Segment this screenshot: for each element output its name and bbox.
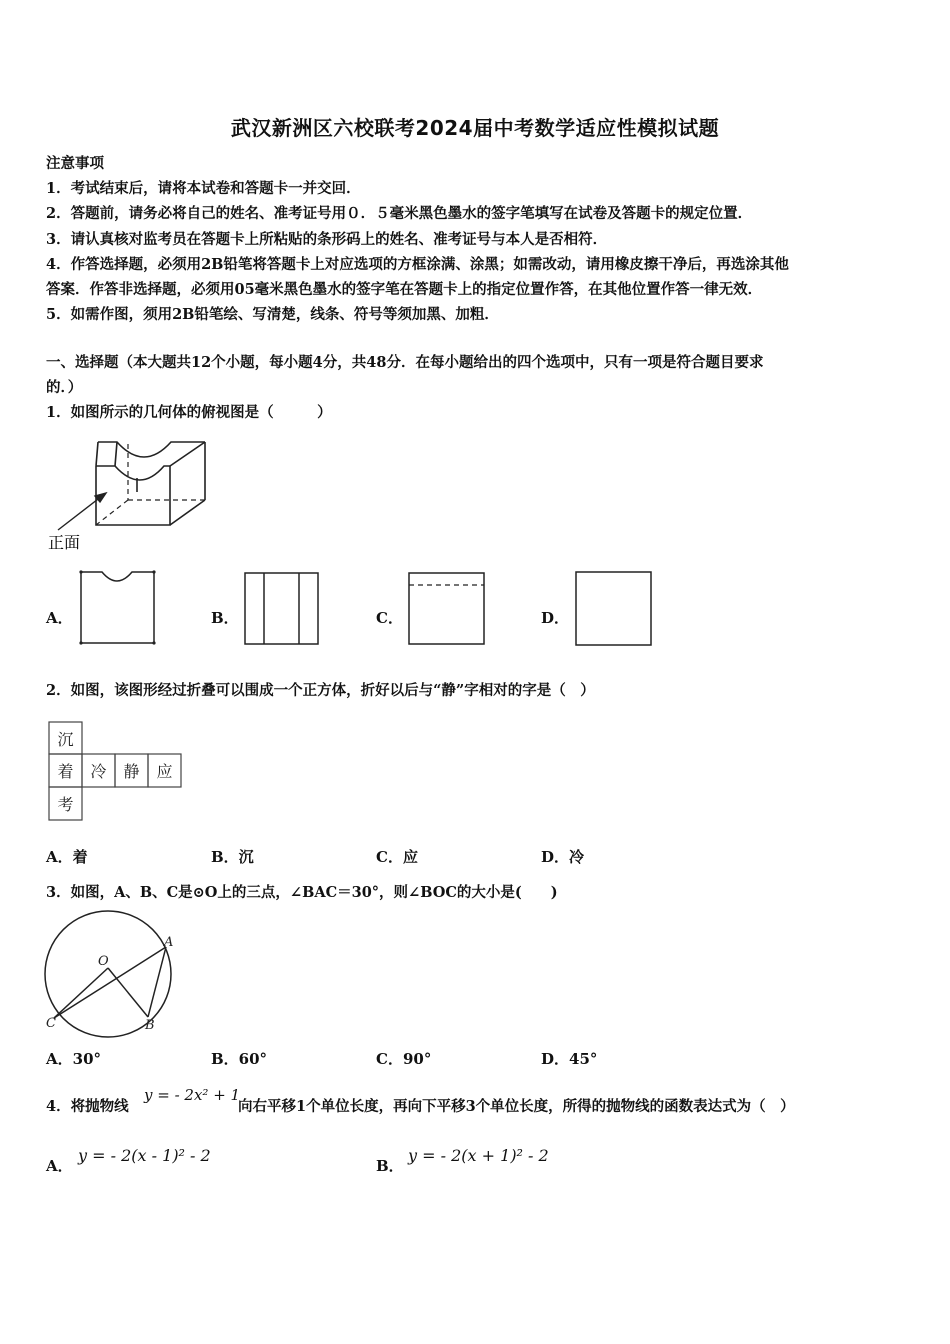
q1-solid-figure	[40, 430, 220, 560]
q4-option-b-expr: y = - 2(x + 1)² - 2	[408, 1146, 549, 1165]
q1-option-c-figure	[406, 570, 488, 648]
notice-item: 4．作答选择题，必须用2B铅笔将答题卡上对应选项的方框涂满、涂黑；如需改动，请用橡皮擦干净后，再选涂其他	[46, 256, 789, 273]
net-cell: 沉	[57, 730, 74, 749]
q2-option-d[interactable]: D．冷	[541, 848, 585, 866]
q4-stem-pre: 4．将抛物线	[46, 1098, 129, 1115]
q1-option-b-figure	[242, 570, 322, 648]
q4-option-a[interactable]: A．	[46, 1157, 73, 1175]
net-cell: 静	[123, 762, 140, 781]
point-label-a: A	[164, 935, 174, 950]
notice-item: 1．考试结束后，请将本试卷和答题卡一并交回．	[46, 180, 361, 197]
q3-option-c[interactable]: C．90°	[376, 1050, 432, 1068]
net-cell: 考	[57, 795, 74, 814]
notice-heading: 注意事项	[46, 155, 104, 172]
page-title: 武汉新洲区六校联考2024届中考数学适应性模拟试题	[230, 116, 720, 140]
net-cell: 冷	[90, 762, 107, 781]
q3-circle-figure	[40, 910, 180, 1035]
q1-option-a-figure	[78, 568, 158, 648]
q4-stem-post: 向右平移1个单位长度，再向下平移3个单位长度，所得的抛物线的函数表达式为（ ）	[238, 1098, 795, 1115]
q3-option-d[interactable]: D．45°	[541, 1050, 598, 1068]
q2-option-b[interactable]: B．沉	[211, 848, 254, 866]
q3-option-b[interactable]: B．60°	[211, 1050, 268, 1068]
notice-item: 2．答题前，请务必将自己的姓名、准考证号用０．５毫米黑色墨水的签字笔填写在试卷及答题卡的规定位置．	[46, 205, 753, 222]
point-label-c: C	[46, 1016, 56, 1031]
notice-item: 5．如需作图，须用2B铅笔绘、写清楚，线条、符号等须加黑、加粗．	[46, 306, 499, 323]
q4-formula: y = - 2x² + 1	[144, 1086, 241, 1104]
q1-option-d-figure	[573, 569, 655, 649]
front-label: 正面	[48, 533, 81, 552]
q4-option-a-expr: y = - 2(x - 1)² - 2	[78, 1146, 211, 1165]
q1-option-d[interactable]: D．	[541, 609, 570, 627]
point-label-b: B	[145, 1018, 155, 1033]
section-heading-line2: 的．）	[46, 379, 83, 396]
notice-item: 答案．作答非选择题，必须用05毫米黑色墨水的签字笔在答题卡上的指定位置作答，在其他位置作答一律无效．	[46, 281, 763, 298]
net-cell: 着	[57, 762, 74, 781]
section-heading-line1: 一、选择题（本大题共12个小题，每小题4分，共48分．在每小题给出的四个选项中，只有一项是符合题目要求	[46, 354, 764, 371]
q2-option-a[interactable]: A．着	[46, 848, 88, 866]
q3-option-a[interactable]: A．30°	[46, 1050, 102, 1068]
q1-option-b[interactable]: B．	[211, 609, 239, 627]
point-label-o: O	[98, 954, 109, 969]
net-cell: 应	[156, 762, 173, 781]
q3-stem: 3．如图，A、B、C是⊙O上的三点，∠BAC＝30°，则∠BOC的大小是( )	[46, 884, 558, 901]
q4-option-b[interactable]: B．	[376, 1157, 404, 1175]
notice-item: 3．请认真核对监考员在答题卡上所粘贴的条形码上的姓名、准考证号与本人是否相符．	[46, 231, 608, 248]
q2-stem: 2．如图，该图形经过折叠可以围成一个正方体，折好以后与“静”字相对的字是（ ）	[46, 682, 595, 699]
q1-option-a[interactable]: A．	[46, 609, 73, 627]
q1-option-c[interactable]: C．	[376, 609, 403, 627]
q2-cube-net	[46, 718, 186, 828]
q2-option-c[interactable]: C．应	[376, 848, 418, 866]
q1-stem: 1．如图所示的几何体的俯视图是（ ）	[46, 404, 332, 421]
